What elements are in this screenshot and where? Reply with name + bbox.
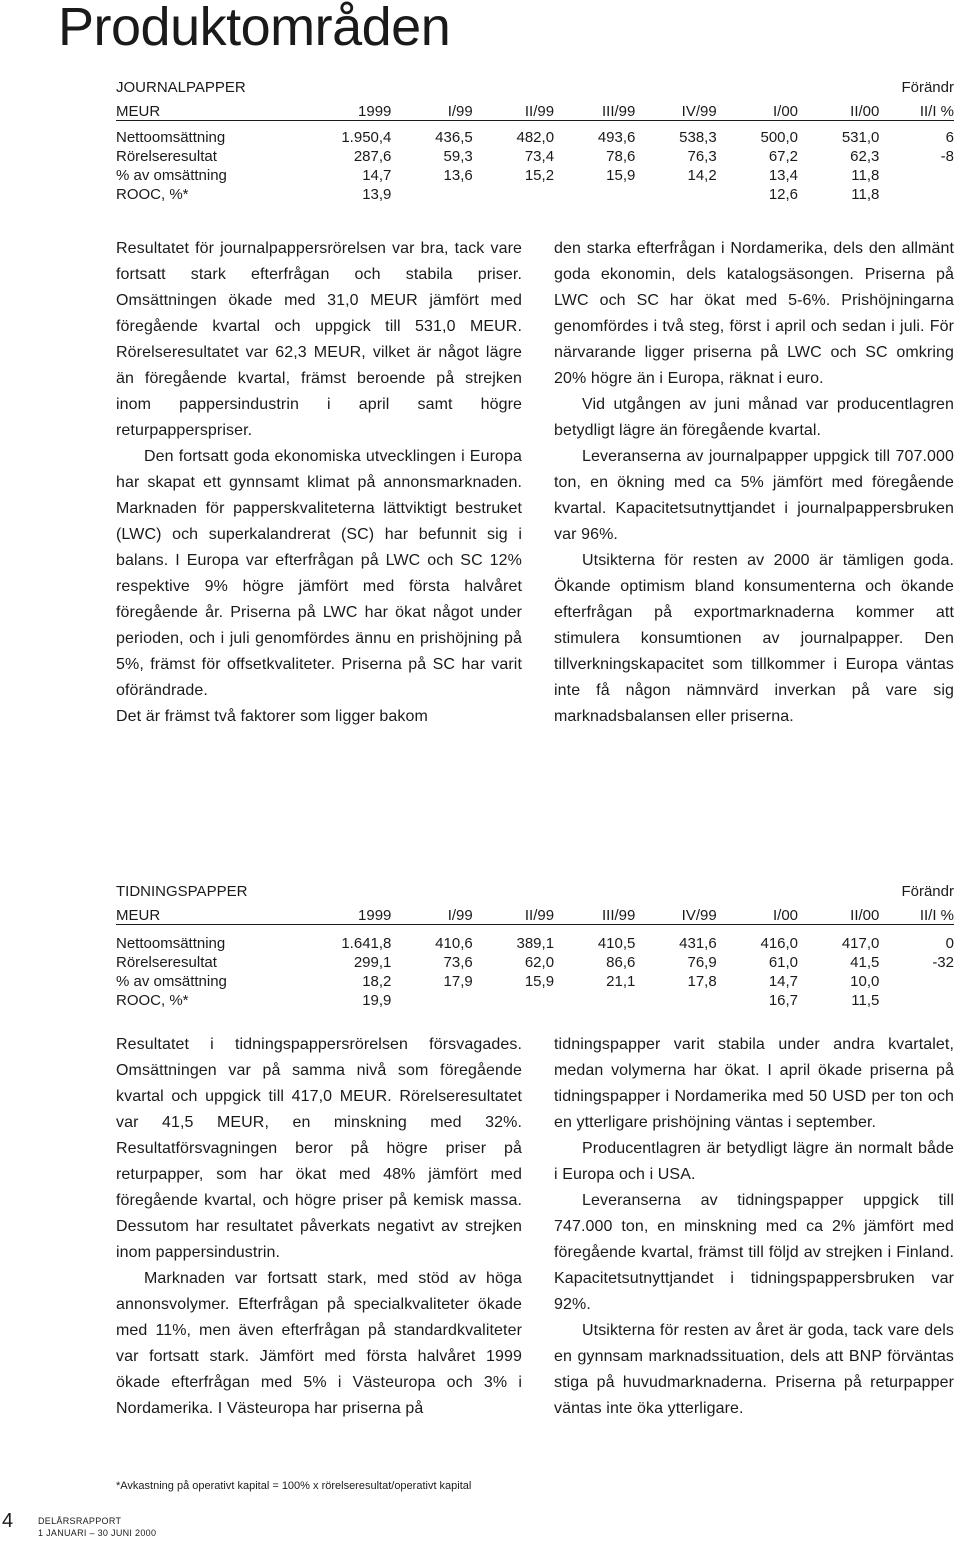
table-cell: 416,0 [760, 934, 799, 952]
table-cell: 76,9 [687, 953, 717, 971]
table-cell: 531,0 [841, 128, 880, 146]
table-cell: 13,4 [768, 166, 799, 184]
header-cell: I/00 [717, 900, 798, 925]
table-cell: 11,8 [851, 166, 880, 184]
table-cell [879, 971, 954, 990]
table-cell: 299,1 [353, 953, 392, 971]
table-cell: 10,0 [850, 972, 880, 990]
table-cell: 73,4 [524, 147, 555, 165]
table-cell: 6 [945, 128, 954, 146]
table-cell: 19,9 [362, 991, 392, 1009]
table-cell: 41,5 [850, 953, 880, 971]
table-cell [391, 990, 472, 1009]
header-cell: 1999 [309, 900, 391, 925]
paragraph: Det är främst två faktorer som ligger bakom [116, 708, 428, 725]
table-cell: 410,5 [597, 934, 636, 952]
header-cell: MEUR [116, 900, 309, 925]
table-cell [554, 990, 635, 1009]
report-name: DELÅRSRAPPORT [38, 1516, 122, 1526]
paragraph: Resultatet i tidningspappersrörelsen försvagades. Omsättningen var på samma nivå som föregående kvartal och uppgick till 417,0 MEUR. Rörelseresultatet var 41,5 MEUR, en minskning med 32%. Resultatförsvagningen beror på högre priser på returpapper, som har ökat med 48% jämfört med föregående kvartal, och högre priser på kemisk massa. Dessutom har resultatet påverkats negativt av strejken inom pappersindustrin. [116, 1036, 522, 1261]
table-row [116, 971, 954, 990]
table-cell: 59,3 [443, 147, 473, 165]
table-cell: 61,0 [768, 953, 799, 971]
table-cell: 15,9 [524, 972, 555, 990]
header-cell: II/00 [798, 96, 879, 121]
journal-text-left [116, 236, 522, 730]
newsprint-text-left [116, 1032, 522, 1422]
footnote: *Avkastning på operativt kapital = 100% x rörelseresultat/operativt kapital [116, 1480, 472, 1492]
header-cell: II/99 [473, 96, 554, 121]
table-cell: -8 [940, 147, 954, 165]
header-cell: IV/99 [635, 900, 716, 925]
table-cell: 14,7 [362, 166, 392, 184]
report-period: 1 JANUARI – 30 JUNI 2000 [38, 1528, 157, 1538]
table-cell: 17,8 [687, 972, 717, 990]
table-row [116, 925, 954, 952]
header-cell: I/99 [391, 96, 472, 121]
table-cell: 0 [945, 934, 954, 952]
footer-report [38, 1515, 156, 1539]
paragraph: Utsikterna för resten av året är goda, tack vare dels en gynnsam marknadssituation, dels att BNP förväntas stiga på huvudmarknaderna. Priserna på returpapper väntas inte öka ytterligare. [554, 1322, 954, 1417]
row-label: % av omsättning [116, 166, 227, 184]
header-cell: II/I % [879, 900, 954, 925]
row-label: Rörelseresultat [116, 147, 217, 165]
table-cell: 21,1 [606, 972, 636, 990]
table-cell: 15,2 [524, 166, 555, 184]
table-row [116, 990, 954, 1009]
row-label: ROOC, %* [116, 185, 189, 203]
newsprint-header-row [116, 900, 954, 925]
header-cell: I/00 [717, 96, 798, 121]
table-row [116, 952, 954, 971]
table-cell: 17,9 [443, 972, 473, 990]
table-row [116, 165, 954, 184]
table-cell: 11,5 [851, 991, 880, 1009]
table-cell: 431,6 [679, 934, 717, 952]
page-title: Produktområden [58, 0, 451, 57]
table-cell: 12,6 [768, 185, 799, 203]
paragraph: Marknaden var fortsatt stark, med stöd av höga annonsvolymer. Efterfrågan på specialkvaliteter ökade med 11%, men även efterfrågan på standardkvaliteter var fortsatt stark. Jämfört med första halvåret 1999 ökade efterfrågan med 5% i Västeuropa och 3% i Nordamerika. I Västeuropa har priserna på [116, 1270, 522, 1417]
table-cell [635, 990, 716, 1009]
table-cell: 14,2 [687, 166, 717, 184]
header-cell: III/99 [554, 96, 635, 121]
table-cell: -32 [932, 953, 954, 971]
header-cell: II/99 [473, 900, 554, 925]
page-number: 4 [2, 1510, 14, 1532]
table-row [116, 146, 954, 165]
table-cell [879, 165, 954, 184]
paragraph: Utsikterna för resten av 2000 är tämligen goda. Ökande optimism bland konsumenterna och ökande efterfrågan på exportmarknaderna kommer att stimulera konsumtionen av journalpapper. Den tillverkningskapacitet som tillkommer i Europa väntas inte få någon nämnvärd inverkan på vare sig marknadsbalansen eller priserna. [554, 552, 954, 725]
row-label: % av omsättning [116, 972, 227, 990]
journal-section-title: JOURNALPAPPER [116, 79, 246, 96]
table-cell: 78,6 [606, 147, 636, 165]
row-label: Nettoomsättning [116, 128, 226, 146]
table-cell: 417,0 [841, 934, 880, 952]
table-row [116, 121, 954, 146]
table-cell: 16,7 [768, 991, 799, 1009]
newsprint-section-title: TIDNINGSPAPPER [116, 883, 248, 900]
paragraph: Vid utgången av juni månad var producentlagren betydligt lägre än föregående kvartal. [554, 396, 954, 439]
table-cell: 482,0 [516, 128, 555, 146]
table-cell: 538,3 [679, 128, 717, 146]
table-cell: 62,0 [524, 953, 555, 971]
table-cell: 410,6 [435, 934, 473, 952]
table-cell [473, 990, 554, 1009]
table-cell [879, 990, 954, 1009]
header-cell: MEUR [116, 96, 309, 121]
table-cell [391, 184, 472, 203]
table-cell [635, 184, 716, 203]
table-cell [879, 184, 954, 203]
newsprint-change-title: Förändr [901, 883, 954, 900]
paragraph: Leveranserna av journalpapper uppgick till 707.000 ton, en ökning med ca 5% jämfört med föregående kvartal. Kapacitetsutnyttjandet i journalpappersbruken var 96%. [554, 448, 954, 543]
paragraph: Leveranserna av tidningspapper uppgick till 747.000 ton, en minskning med ca 2% jämfört med föregående kvartal, främst till följd av strejken i Finland. Kapacitetsutnyttjandet i tidningspappersbruken var 92%. [554, 1192, 954, 1313]
paragraph: tidningspapper varit stabila under andra kvartalet, medan volymerna har ökat. I april ökade priserna på tidningspapper i Nordamerika med 50 USD per ton och en ytterligare prishöjning väntas i september. [554, 1036, 954, 1131]
header-cell: III/99 [554, 900, 635, 925]
row-label: Nettoomsättning [116, 934, 226, 952]
table-cell: 389,1 [516, 934, 555, 952]
row-label: ROOC, %* [116, 991, 189, 1009]
journal-text-right [554, 236, 954, 730]
paragraph: Producentlagren är betydligt lägre än normalt både i Europa och i USA. [554, 1140, 954, 1183]
table-cell [554, 184, 635, 203]
newsprint-text-right [554, 1032, 954, 1422]
paragraph: den starka efterfrågan i Nordamerika, dels den allmänt goda ekonomin, dels katalogsäsongen. Priserna på LWC och SC har ökat med 5-6%. Prishöjningarna genomfördes i två steg, först i april och sedan i juli. För närvarande ligger priserna på LWC och SC omkring 20% högre än i Europa, räknat i euro. [554, 240, 954, 387]
header-cell: II/00 [798, 900, 879, 925]
table-cell: 493,6 [597, 128, 636, 146]
table-row [116, 184, 954, 203]
table-cell: 76,3 [687, 147, 717, 165]
table-cell [473, 184, 554, 203]
table-cell: 13,9 [362, 185, 392, 203]
row-label: Rörelseresultat [116, 953, 217, 971]
table-cell: 500,0 [760, 128, 799, 146]
table-cell: 1.641,8 [341, 934, 392, 952]
paragraph: Resultatet för journalpappersrörelsen var bra, tack vare fortsatt stark efterfrågan och stabila priser. Omsättningen ökade med 31,0 MEUR jämfört med föregående kvartal och uppgick till 531,0 MEUR. Rörelseresultatet var 62,3 MEUR, vilket är något lägre än föregående kvartal, främst beroende på strejken inom pappersindustrin i april samt högre returpapperspriser. [116, 240, 522, 439]
journal-table [116, 74, 954, 203]
table-cell: 67,2 [768, 147, 799, 165]
table-cell: 1.950,4 [341, 128, 392, 146]
newsprint-table [116, 878, 954, 1009]
table-cell: 18,2 [362, 972, 392, 990]
table-cell: 436,5 [435, 128, 473, 146]
journal-change-title: Förändr [901, 79, 954, 96]
table-cell: 11,8 [851, 185, 880, 203]
table-cell: 73,6 [443, 953, 473, 971]
header-cell: IV/99 [635, 96, 716, 121]
header-cell: II/I % [879, 96, 954, 121]
header-cell: I/99 [391, 900, 472, 925]
table-cell: 13,6 [443, 166, 473, 184]
table-cell: 14,7 [768, 972, 799, 990]
table-cell: 86,6 [606, 953, 636, 971]
journal-header-row [116, 96, 954, 121]
paragraph: Den fortsatt goda ekonomiska utvecklingen i Europa har skapat ett gynnsamt klimat på annonsmarknaden. Marknaden för papperskvaliteterna lättviktigt bestruket (LWC) och superkalandrerat (SC) har befunnit sig i balans. I Europa var efterfrågan på LWC och SC 12% respektive 9% högre jämfört med första halvåret föregående år. Priserna på LWC har ökat något under perioden, och i juli genomfördes ännu en prishöjning på 5%, främst för offsetkvaliteter. Priserna på SC har varit oförändrade. [116, 448, 522, 699]
header-cell: 1999 [309, 96, 391, 121]
table-cell: 287,6 [353, 147, 392, 165]
table-cell: 15,9 [606, 166, 636, 184]
table-cell: 62,3 [850, 147, 880, 165]
